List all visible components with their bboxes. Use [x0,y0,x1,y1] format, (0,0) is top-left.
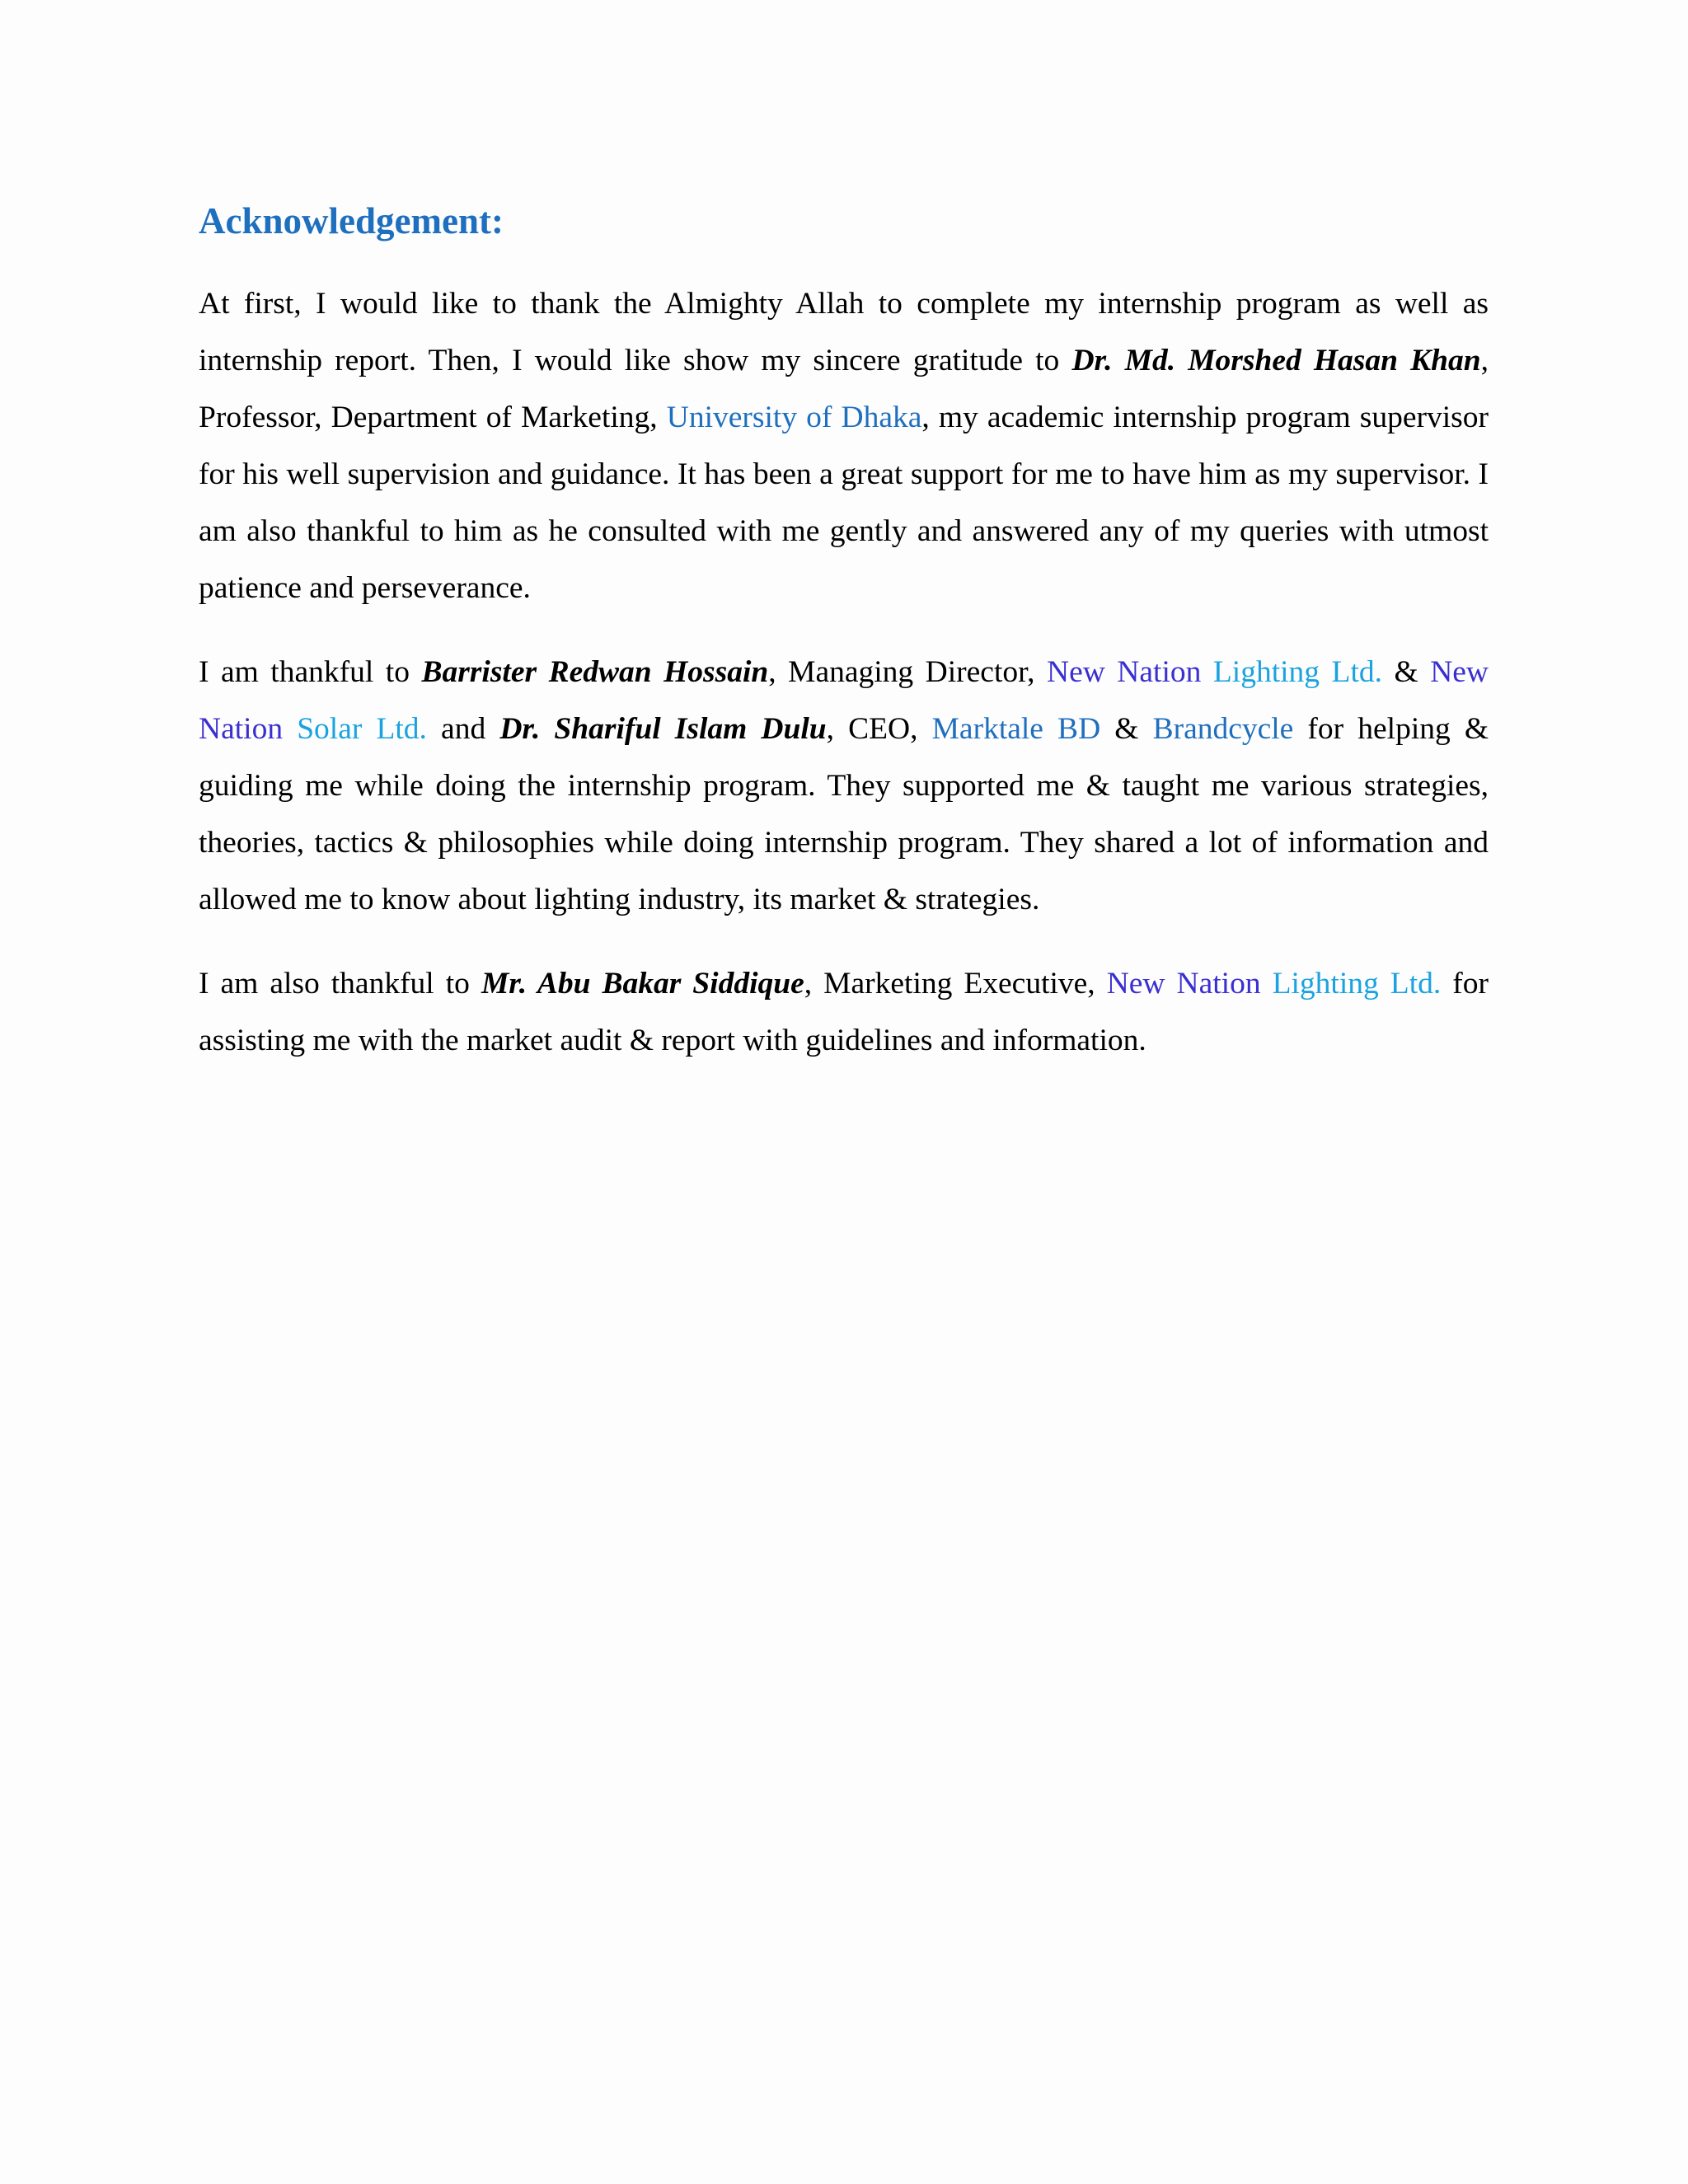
paragraph-1-text-2: , Professor, Department of Marketing, [199,344,1489,434]
paragraph-1-text-1: At first, I would like to thank the Almighty Allah to complete my internship program as well as internship report. Then, I would like show my sincere gratitude to [199,287,1489,377]
ceo-name: Dr. Shariful Islam Dulu [499,712,827,746]
paragraph-2-text-3: & [1382,655,1431,689]
paragraph-1 [199,275,1489,616]
paragraph-2 [199,644,1489,928]
paragraph-3 [199,955,1489,1069]
supervisor-name: Dr. Md. Morshed Hasan Khan [1071,344,1481,377]
paragraph-3-text-2: , Marketing Executive, [804,967,1107,1001]
company-solar-part-1: New Nation [199,655,1489,746]
paragraph-2-text-2: , Managing Director, [768,655,1047,689]
paragraph-1-text-3: , my academic internship program supervisor for his well supervision and guidance. It has been a great support for me to have him as my supervisor. I am also thankful to him as he consulted with me gently and answered any of my queries with utmost patience and perseverance. [199,401,1489,605]
paragraph-3-text-1: I am also thankful to [199,967,481,1001]
paragraph-2-text-4: and [426,712,500,746]
company-lighting-part-2: Lighting Ltd. [1272,967,1442,1001]
paragraph-2-text-1: I am thankful to [199,655,422,689]
company-lighting-part-1: New Nation [1046,655,1202,689]
paragraph-2-text-7: for helping & guiding me while doing the internship program. They supported me & taught me various strategies, theories, tactics & philosophies while doing internship program. They shared a lot of information and allowed me to know about lighting industry, its market & strategies. [199,712,1489,916]
university-name: University of Dhaka [666,401,922,434]
paragraph-3-text-3: for assisting me with the market audit & report with guidelines and information. [199,967,1489,1057]
company-marktale: Marktale BD [931,712,1101,746]
paragraph-2-text-6: & [1100,712,1153,746]
marketing-executive-name: Mr. Abu Bakar Siddique [481,967,804,1001]
paragraph-2-text-5: , CEO, [826,712,932,746]
document-body [199,191,1489,1096]
managing-director-name: Barrister Redwan Hossain [421,655,769,689]
company-solar-part-2: Solar Ltd. [297,712,427,746]
page-title: Acknowledgement: [199,200,504,241]
company-lighting-part-2: Lighting Ltd. [1212,655,1382,689]
company-lighting-part-1: New Nation [1106,967,1261,1001]
company-brandcycle: Brandcycle [1152,712,1294,746]
